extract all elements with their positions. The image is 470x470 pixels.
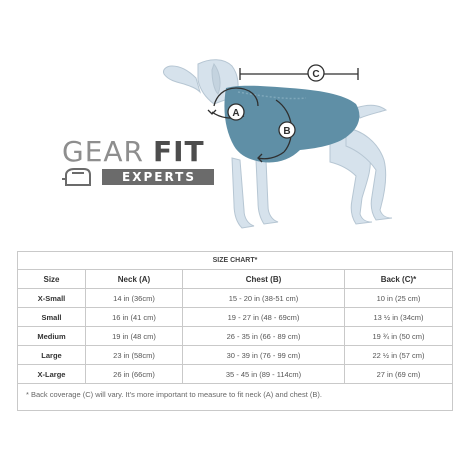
- size-chart-table: [17, 251, 453, 384]
- size-cell: Large: [18, 346, 86, 365]
- label-c: C: [312, 69, 320, 80]
- table-row: [18, 308, 453, 327]
- back-cell: 13 ½ in (34cm): [345, 308, 453, 327]
- chest-cell: 19 - 27 in (48 - 69cm): [183, 308, 345, 327]
- chest-cell: 15 - 20 in (38-51 cm): [183, 289, 345, 308]
- measure-line-back: [240, 68, 358, 80]
- table-row: [18, 327, 453, 346]
- gearfit-logo: [62, 136, 212, 186]
- size-cell: X-Small: [18, 289, 86, 308]
- header-size: Size: [18, 270, 86, 289]
- logo-gear-text: GEAR: [62, 135, 144, 168]
- size-chart-footnote: * Back coverage (C) will vary. It's more important to measure to fit neck (A) and chest (B).: [17, 379, 453, 411]
- label-a: A: [232, 108, 240, 119]
- logo-experts-text: EXPERTS: [122, 170, 196, 184]
- chest-cell: 26 - 35 in (66 - 89 cm): [183, 327, 345, 346]
- neck-cell: 23 in (58cm): [86, 346, 183, 365]
- back-cell: 10 in (25 cm): [345, 289, 453, 308]
- backpack-icon: [62, 167, 102, 187]
- table-row: [18, 289, 453, 308]
- header-back: Back (C)*: [345, 270, 453, 289]
- back-cell: 27 in (69 cm): [345, 365, 453, 384]
- size-cell: Medium: [18, 327, 86, 346]
- size-chart-title: SIZE CHART*: [18, 252, 453, 270]
- back-cell: 22 ½ in (57 cm): [345, 346, 453, 365]
- size-cell: X-Large: [18, 365, 86, 384]
- logo-fit-text: FIT: [153, 135, 205, 168]
- neck-cell: 16 in (41 cm): [86, 308, 183, 327]
- table-row: [18, 346, 453, 365]
- size-chart-header-row: [18, 270, 453, 289]
- header-neck: Neck (A): [86, 270, 183, 289]
- neck-cell: 14 in (36cm): [86, 289, 183, 308]
- chest-cell: 30 - 39 in (76 - 99 cm): [183, 346, 345, 365]
- chest-cell: 35 - 45 in (89 - 114cm): [183, 365, 345, 384]
- neck-cell: 26 in (66cm): [86, 365, 183, 384]
- back-cell: 19 ¾ in (50 cm): [345, 327, 453, 346]
- size-cell: Small: [18, 308, 86, 327]
- label-b: B: [283, 126, 291, 137]
- neck-cell: 19 in (48 cm): [86, 327, 183, 346]
- header-chest: Chest (B): [183, 270, 345, 289]
